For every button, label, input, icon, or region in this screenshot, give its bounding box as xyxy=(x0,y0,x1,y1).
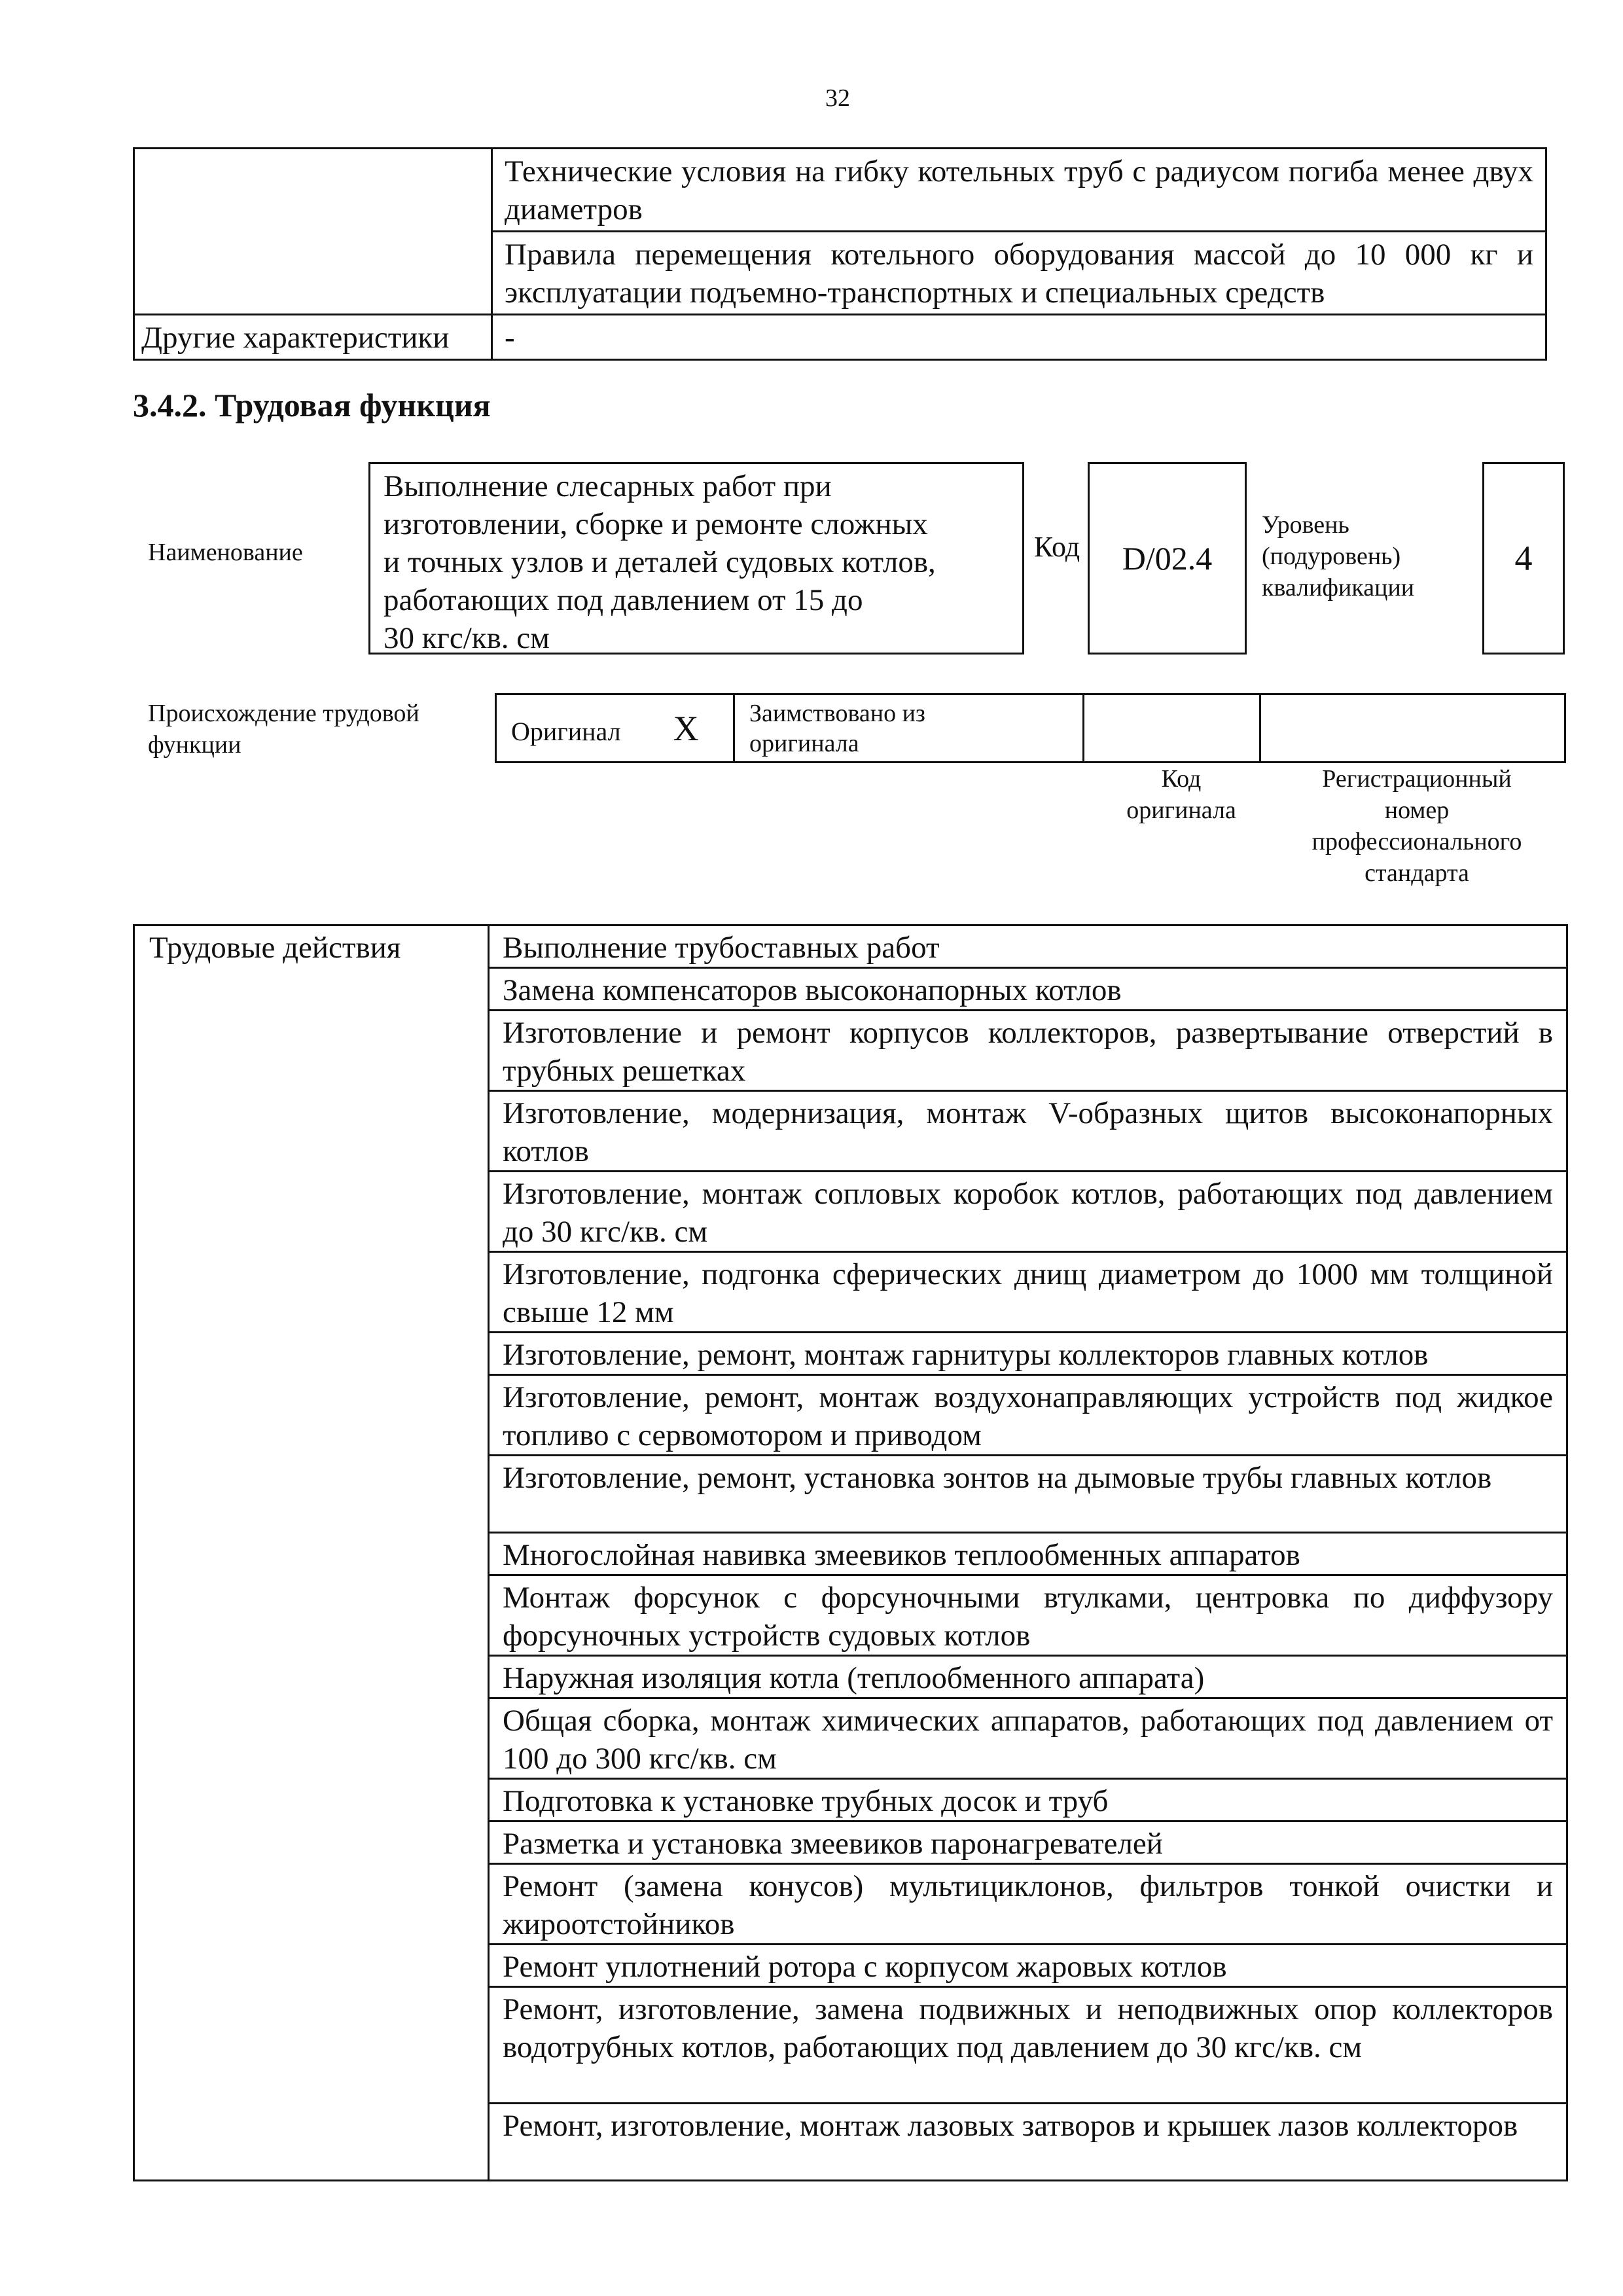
code-label: Код xyxy=(1033,531,1080,563)
origin-label-line: функции xyxy=(148,731,241,759)
caption-line: номер xyxy=(1384,797,1450,824)
borrowed-label-line: Заимствовано из xyxy=(749,699,925,727)
name-label: Наименование xyxy=(148,539,303,566)
origin-label xyxy=(148,698,488,761)
caption-line: стандарта xyxy=(1364,859,1469,887)
table-row: Изготовление, ремонт, монтаж воздухонаправляющих устройств под жидкое топливо с сервомотором и приводом xyxy=(489,1375,1567,1456)
other-characteristics-value: - xyxy=(492,315,1546,360)
table-row: Ремонт уплотнений ротора с корпусом жаровых котлов xyxy=(489,1945,1567,1987)
table-row: Ремонт, изготовление, замена подвижных и неподвижных опор коллекторов водотрубных котлов, работающих под давлением до 30 кгс/кв. см xyxy=(489,1987,1567,2104)
other-characteristics-label: Другие характеристики xyxy=(134,315,492,360)
requirements-table-continued xyxy=(133,147,1547,361)
reg-number-cell xyxy=(1260,694,1565,762)
page-number: 32 xyxy=(825,84,850,112)
caption-line: Регистрационный xyxy=(1322,765,1512,793)
labor-actions-label: Трудовые действия xyxy=(134,925,489,2181)
original-label: Оригинал xyxy=(511,716,621,746)
table-row: Изготовление, ремонт, монтаж гарнитуры коллекторов главных котлов xyxy=(489,1333,1567,1375)
function-name-line: работающих под давлением от 15 до xyxy=(383,583,863,617)
table-row: Изготовление и ремонт корпусов коллекторов, развертывание отверстий в трубных решетках xyxy=(489,1011,1567,1091)
table-row: Правила перемещения котельного оборудования массой до 10 000 кг и эксплуатации подъемно-транспортных и специальных средств xyxy=(492,232,1546,315)
table-row: Ремонт (замена конусов) мультициклонов, фильтров тонкой очистки и жироотстойников xyxy=(489,1864,1567,1945)
origin-table xyxy=(495,693,1566,763)
function-code: D/02.4 xyxy=(1088,462,1247,655)
table-row: Общая сборка, монтаж химических аппаратов, работающих под давлением от 100 до 300 кгс/кв. см xyxy=(489,1698,1567,1779)
table-row: Ремонт, изготовление, монтаж лазовых затворов и крышек лазов коллекторов xyxy=(489,2104,1567,2181)
code-original-caption xyxy=(1099,763,1263,826)
table-row: Монтаж форсунок с форсуночными втулками, центровка по диффузору форсуночных устройств судовых котлов xyxy=(489,1575,1567,1656)
table-row: Изготовление, модернизация, монтаж V-образных щитов высоконапорных котлов xyxy=(489,1091,1567,1172)
table-row: Разметка и установка змеевиков паронагревателей xyxy=(489,1821,1567,1864)
original-cell xyxy=(496,694,734,762)
level-label-line: (подуровень) xyxy=(1262,543,1401,570)
table-row: Изготовление, ремонт, установка зонтов на дымовые трубы главных котлов xyxy=(489,1456,1567,1533)
borrowed-label-line: оригинала xyxy=(749,729,859,757)
borrowed-cell xyxy=(734,694,1084,762)
original-mark: X xyxy=(673,708,699,748)
level-label-line: Уровень xyxy=(1262,511,1349,539)
section-title: 3.4.2. Трудовая функция xyxy=(133,387,491,423)
table-row: Выполнение трубоставных работ xyxy=(489,925,1567,968)
caption-line: оригинала xyxy=(1126,797,1236,824)
caption-line: Код xyxy=(1161,765,1202,793)
function-name-line: изготовлении, сборке и ремонте сложных xyxy=(383,507,928,541)
origin-label-line: Происхождение трудовой xyxy=(148,700,419,727)
table-row: Подготовка к установке трубных досок и труб xyxy=(489,1779,1567,1821)
code-original-cell xyxy=(1084,694,1260,762)
empty-label-cell xyxy=(134,149,492,315)
table-row: Изготовление, монтаж сопловых коробок котлов, работающих под давлением до 30 кгс/кв. см xyxy=(489,1172,1567,1252)
qualification-level-label xyxy=(1262,509,1458,603)
table-row: Многослойная навивка змеевиков теплообменных аппаратов xyxy=(489,1533,1567,1575)
function-name-line: 30 кгс/кв. см xyxy=(383,621,550,655)
caption-line: профессионального xyxy=(1311,828,1522,855)
qualification-level: 4 xyxy=(1482,462,1565,655)
function-name-line: Выполнение слесарных работ при xyxy=(383,469,832,503)
function-name-box xyxy=(368,462,1024,655)
function-name-line: и точных узлов и деталей судовых котлов, xyxy=(383,545,936,579)
table-row: Замена компенсаторов высоконапорных котлов xyxy=(489,968,1567,1011)
table-row: Изготовление, подгонка сферических днищ диаметром до 1000 мм толщиной свыше 12 мм xyxy=(489,1252,1567,1333)
labor-actions-table xyxy=(133,924,1568,2181)
level-label-line: квалификации xyxy=(1262,574,1415,601)
table-row: Технические условия на гибку котельных труб с радиусом погиба менее двух диаметров xyxy=(492,149,1546,232)
table-row: Наружная изоляция котла (теплообменного аппарата) xyxy=(489,1656,1567,1698)
reg-number-caption xyxy=(1270,763,1564,889)
